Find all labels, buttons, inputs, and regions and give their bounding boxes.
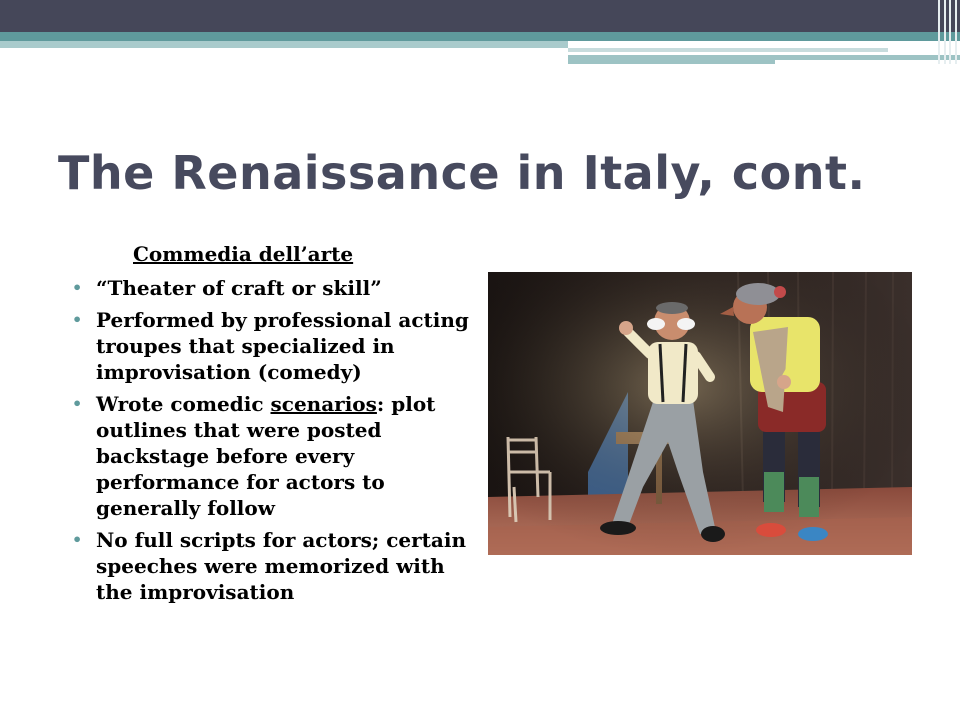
underlined-term: scenarios — [270, 392, 377, 416]
bullet-item — [72, 275, 472, 301]
bullet-text: Wrote comedic scenarios: plot outlines that were posted backstage before every performance for actors to generally follow — [96, 392, 436, 520]
header-stripe — [568, 41, 960, 48]
header-stripe — [775, 60, 960, 64]
bullet-list — [72, 275, 472, 611]
bullet-icon: • — [72, 278, 83, 297]
bullet-icon: • — [72, 530, 83, 549]
header-band — [0, 0, 960, 32]
header-stripe — [0, 41, 568, 48]
stage-photo — [488, 272, 912, 555]
bullet-item — [72, 391, 472, 521]
bullet-item — [72, 527, 472, 605]
stage-photo-illustration — [488, 272, 912, 555]
slide-title: The Renaissance in Italy, cont. — [58, 146, 866, 200]
bullet-item — [72, 307, 472, 385]
header-stripe — [0, 32, 960, 41]
bullet-text: “Theater of craft or skill” — [96, 276, 382, 300]
bullet-icon: • — [72, 310, 83, 329]
bullet-text: Performed by professional acting troupes that specialized in improvisation (comedy) — [96, 308, 469, 384]
bullet-icon: • — [72, 394, 83, 413]
subheading: Commedia dell’arte — [133, 242, 354, 266]
corner-decoration — [934, 0, 960, 64]
header-stripe — [568, 48, 888, 52]
bullet-text: No full scripts for actors; certain speeches were memorized with the improvisation — [96, 528, 466, 604]
